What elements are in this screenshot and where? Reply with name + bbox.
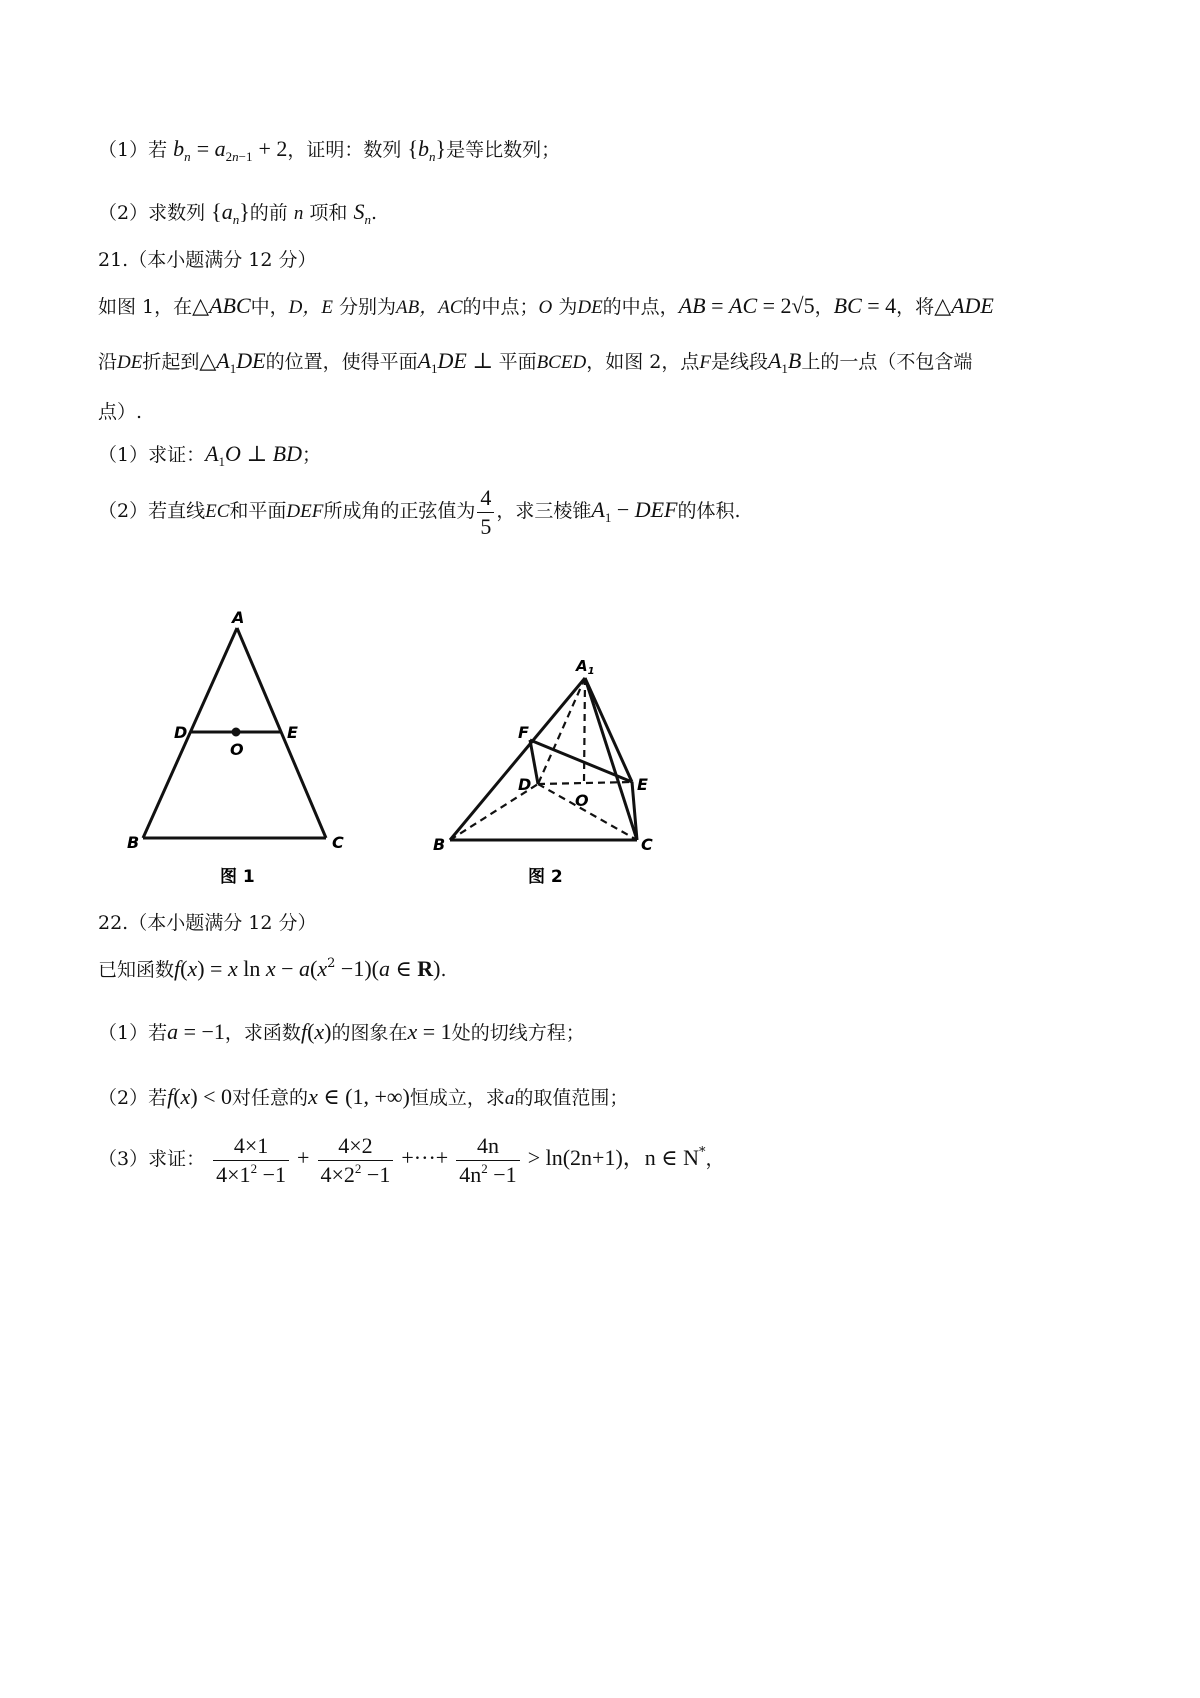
q20-part2: （2）求数列 $\{a_n\}$的前 n 项和 $S_n$. — [98, 199, 377, 227]
fig2-edge-A1B — [450, 678, 585, 840]
q21-part1: （1）求证：$A_1O$ ⊥ BD； — [98, 441, 321, 469]
fraction-4-5: $\frac{4}{5}$ — [477, 484, 494, 540]
fig1-label-A: A — [232, 608, 245, 627]
figure-2-hidden — [450, 678, 637, 840]
fraction-term-1: $\frac{4\times 1}{4\times 1^2 -1}$ — [213, 1132, 289, 1188]
fig2-label-A1: $A_1$ — [576, 657, 595, 677]
figure-1 — [143, 628, 326, 838]
q22-part3: （3）求证： $\frac{4\times 1}{4\times 1^2 -1}$ + $\frac{4\times 2}{4\times 2^2 -1}$ +···+ $\frac{4n}{4n^2 -1}$ > ln(2n+1)，n ∈ N*， — [98, 1133, 725, 1187]
fig2-caption: 图 2 — [528, 867, 563, 887]
fig2-edge-A1D — [538, 678, 585, 784]
q22-header: 22.（本小题满分 12 分） — [98, 912, 317, 934]
q21-intro-line2: 沿DE折起到$\triangle A_1DE$的位置，使得平面$A_1DE$ ⊥ 平面BCED，如图 2，点F是线段$A_1B$上的一点（不包含端 — [98, 348, 973, 376]
fig2-label-E: E — [637, 775, 648, 794]
q21-part2: （2）若直线EC和平面DEF所成角的正弦值为 $\frac{4}{5}$ ，求三棱锥$A_1$ − DEF的体积. — [98, 485, 741, 539]
fraction-term-n: $\frac{4n}{4n^2 -1}$ — [456, 1132, 519, 1188]
q21-intro-line1: 如图 1，在△ABC中，D，E 分别为AB，AC的中点；O 为DE的中点，AB = AC = 2√5，BC = 4，将△ADE — [98, 293, 994, 318]
fig1-point-O — [233, 729, 239, 735]
figure-2 — [450, 678, 637, 840]
fig1-label-D: D — [174, 723, 188, 742]
fig1-caption: 图 1 — [220, 867, 255, 887]
fig2-label-D: D — [518, 775, 532, 794]
q21-intro-line3: 点）. — [98, 401, 143, 423]
fig2-label-C: C — [641, 835, 653, 854]
q21-header: 21.（本小题满分 12 分） — [98, 249, 317, 271]
q22-part1: （1）若a = −1，求函数f(x)的图象在x = 1处的切线方程； — [98, 1019, 585, 1044]
fig2-label-B: B — [433, 835, 446, 854]
fig2-label-F: F — [518, 723, 529, 742]
q22-intro: 已知函数f(x) = x $\ln x - a(x^2 -1)(a$ ∈ R). — [98, 956, 447, 981]
fig2-edge-A1O — [584, 678, 585, 782]
fig1-label-B: B — [127, 833, 140, 852]
q22-part2: （2）若f(x) < 0对任意的x ∈ (1, +∞)恒成立，求a的取值范围； — [98, 1084, 629, 1109]
fig1-label-C: C — [332, 833, 344, 852]
fig1-label-O: O — [230, 740, 244, 759]
fig2-label-O: O — [575, 791, 589, 810]
fraction-term-2: $\frac{4\times 2}{4\times 2^2 -1}$ — [318, 1132, 394, 1188]
fig1-label-E: E — [287, 723, 298, 742]
q20-part1: （1）若 $b_n = a_{2n-1} + 2$，证明：数列 $\{b_n\}$是等比数列； — [98, 136, 561, 164]
